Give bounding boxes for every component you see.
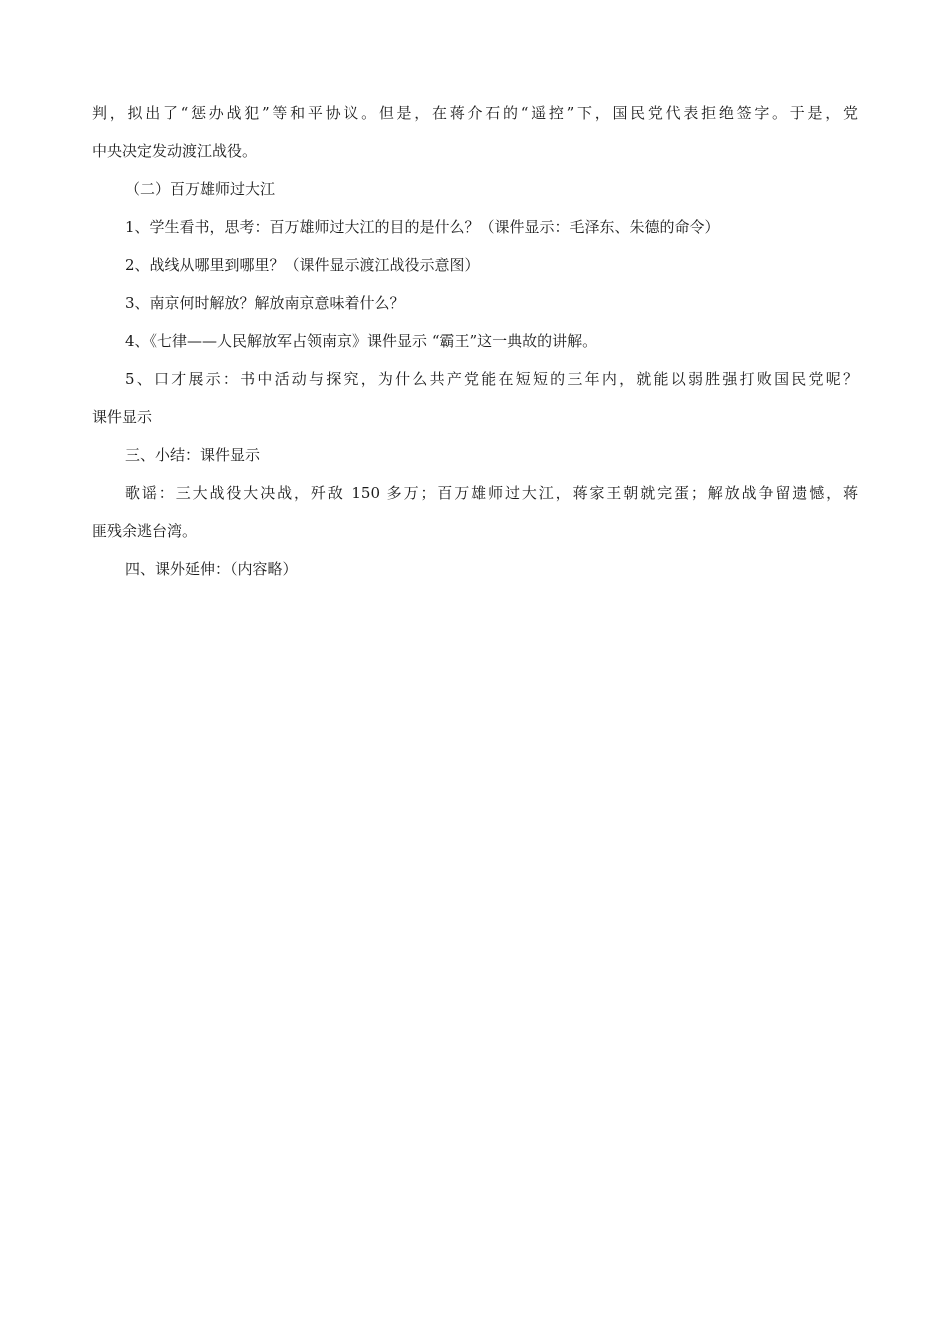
question-item: 3、南京何时解放？解放南京意味着什么？	[125, 294, 405, 312]
ballad-text: 歌谣：三大战役大决战，歼敌 150 多万；百万雄师过大江，蒋家王朝就完蛋；解放战争留遗憾，蒋	[125, 484, 858, 502]
section-heading: 四、课外延伸：（内容略）	[125, 560, 298, 578]
section-heading: （二）百万雄师过大江	[125, 180, 276, 198]
text-line: 判，拟出了“惩办战犯”等和平协议。但是，在蒋介石的“遥控”下，国民党代表拒绝签字。于是，党	[92, 104, 858, 122]
question-item: 1、学生看书，思考：百万雄师过大江的目的是什么？（课件显示：毛泽东、朱德的命令）	[125, 218, 720, 236]
section-heading: 三、小结：课件显示	[125, 446, 261, 464]
text-line: 课件显示	[92, 408, 153, 426]
question-item: 2、战线从哪里到哪里？（课件显示渡江战役示意图）	[125, 256, 480, 274]
text-line: 匪残余逃台湾。	[92, 522, 198, 540]
question-item: 5、口才展示：书中活动与探究，为什么共产党能在短短的三年内，就能以弱胜强打败国民党呢？	[125, 370, 858, 388]
text-line: 中央决定发动渡江战役。	[92, 142, 258, 160]
document-body	[92, 98, 858, 592]
question-item: 4、《七律——人民解放军占领南京》课件显示 “霸王”这一典故的讲解。	[125, 332, 598, 350]
